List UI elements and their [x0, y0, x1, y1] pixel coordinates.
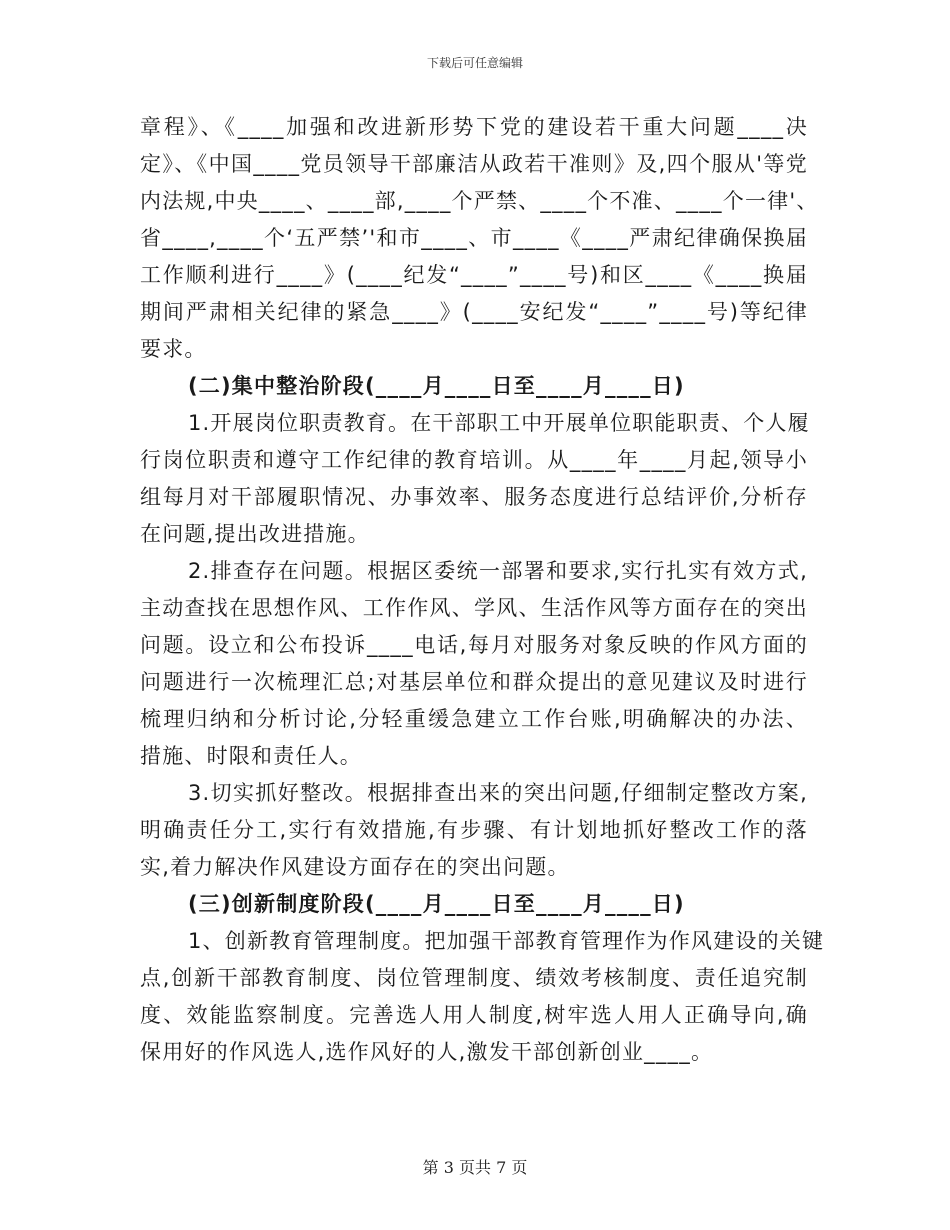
body-line: 定》、《中国____党员领导干部廉洁从政若干准则》及,四个服从'等党 — [140, 152, 808, 176]
body-line: 2.排查存在问题。根据区委统一部署和要求,实行扎实有效方式, — [188, 559, 808, 583]
section-heading-concentrated-rectification: (二)集中整治阶段(____月____日至____月____日) — [188, 374, 685, 398]
body-line: 梳理归纳和分析讨论,分轻重缓急建立工作台账,明确解决的办法、 — [140, 707, 808, 731]
body-line: 问题进行一次梳理汇总;对基层单位和群众提出的意见建议及时进行 — [140, 670, 808, 694]
body-line: 要求。 — [140, 337, 207, 361]
page-number: 第 3 页共 7 页 — [422, 1158, 528, 1177]
body-line: 在问题,提出改进措施。 — [140, 522, 370, 546]
body-line: 1、创新教育管理制度。把加强干部教育管理作为作风建设的关键 — [188, 929, 825, 953]
body-line: 实,着力解决作风建设方面存在的突出问题。 — [140, 855, 570, 879]
body-line: 组每月对干部履职情况、办事效率、服务态度进行总结评价,分析存 — [140, 485, 808, 509]
body-line: 问题。设立和公布投诉____电话,每月对服务对象反映的作风方面的 — [140, 633, 808, 657]
body-line: 1.开展岗位职责教育。在干部职工中开展单位职能职责、个人履 — [188, 411, 810, 435]
body-line: 章程》、《____加强和改进新形势下党的建设若干重大问题____决 — [140, 115, 808, 139]
body-line: 3.切实抓好整改。根据排查出来的突出问题,仔细制定整改方案, — [188, 781, 808, 805]
body-line: 措施、时限和责任人。 — [140, 744, 362, 768]
body-line: 主动查找在思想作风、工作作风、学风、生活作风等方面存在的突出 — [140, 596, 808, 620]
body-line: 度、效能监察制度。完善选人用人制度,树牢选人用人正确导向,确 — [140, 1003, 808, 1027]
body-line: 内法规,中央____、____部,____个严禁、____个不准、____个一律'、 — [140, 189, 819, 213]
body-line: 省____,____个‘五严禁’'和市____、市____《____严肃纪律确保换届 — [140, 226, 808, 250]
body-line: 保用好的作风选人,选作风好的人,激发干部创新创业____。 — [140, 1040, 714, 1064]
body-line: 期间严肃相关纪律的紧急____》(____安纪发“____”____号)等纪律 — [140, 300, 808, 324]
page-header: 下载后可任意编辑 — [426, 56, 523, 70]
body-line: 工作顺利进行____》(____纪发“____”____号)和区____《____换届 — [140, 263, 808, 287]
section-heading-system-innovation: (三)创新制度阶段(____月____日至____月____日) — [188, 892, 685, 916]
document-body — [140, 109, 825, 1071]
body-line: 明确责任分工,实行有效措施,有步骤、有计划地抓好整改工作的落 — [140, 818, 808, 842]
body-line: 行岗位职责和遵守工作纪律的教育培训。从____年____月起,领导小 — [140, 448, 808, 472]
body-line: 点,创新干部教育制度、岗位管理制度、绩效考核制度、责任追究制 — [140, 966, 808, 990]
